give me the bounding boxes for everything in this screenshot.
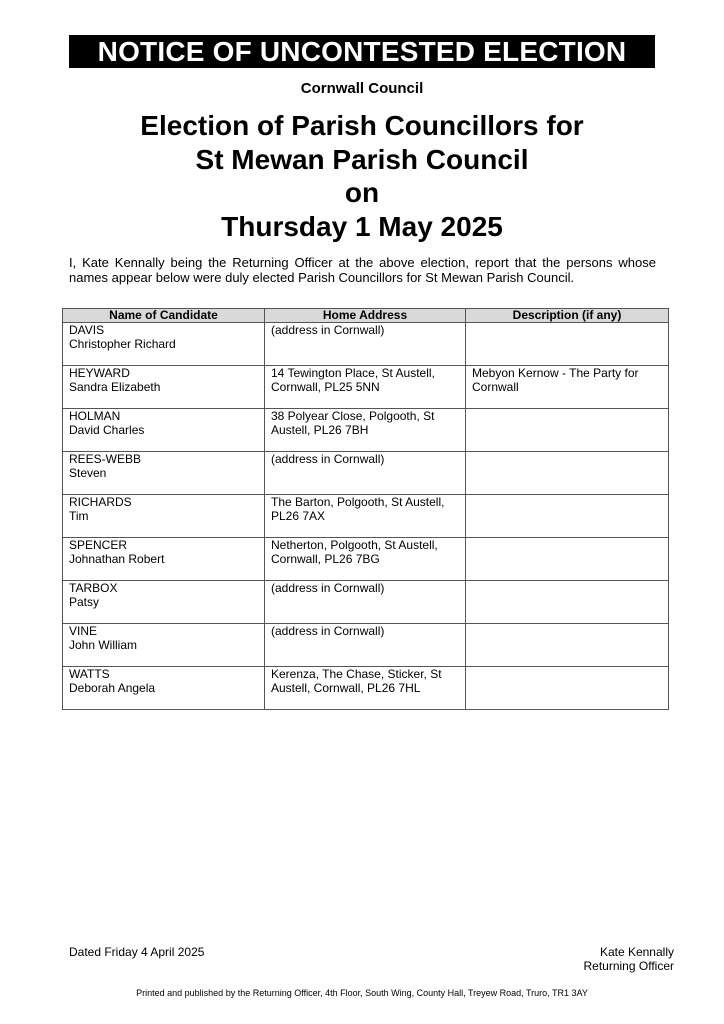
home-address-cell: (address in Cornwall)	[265, 581, 466, 624]
table-row	[63, 409, 669, 452]
candidate-forenames: John William	[69, 638, 138, 652]
candidate-surname: SPENCER	[69, 538, 128, 552]
candidate-name-cell	[63, 667, 265, 710]
description-cell	[466, 667, 669, 710]
home-address-cell: 14 Tewington Place, St Austell, Cornwall, PL25 5NN	[265, 366, 466, 409]
candidate-forenames: Patsy	[69, 595, 100, 609]
description-cell	[466, 323, 669, 366]
home-address-cell: Netherton, Polgooth, St Austell, Cornwall, PL26 7BG	[265, 538, 466, 581]
signer-title: Returning Officer	[583, 959, 674, 973]
candidate-name-cell	[63, 323, 265, 366]
election-title	[0, 109, 724, 243]
candidate-forenames: Christopher Richard	[69, 337, 176, 351]
candidate-name-cell	[63, 538, 265, 581]
home-address-cell: 38 Polyear Close, Polgooth, St Austell, PL26 7BH	[265, 409, 466, 452]
home-address-cell: (address in Cornwall)	[265, 452, 466, 495]
table-header-row	[63, 309, 669, 323]
candidate-forenames: Steven	[69, 466, 107, 480]
candidate-surname: DAVIS	[69, 323, 105, 337]
candidate-forenames: Tim	[69, 509, 89, 523]
home-address-cell: (address in Cornwall)	[265, 323, 466, 366]
council-name: Cornwall Council	[300, 80, 424, 97]
candidate-surname: HEYWARD	[69, 366, 130, 380]
candidate-name-cell	[63, 452, 265, 495]
title-line: Election of Parish Councillors for	[140, 110, 584, 141]
title-line: on	[344, 177, 380, 208]
candidate-surname: RICHARDS	[69, 495, 132, 509]
notice-banner: NOTICE OF UNCONTESTED ELECTION	[69, 35, 655, 68]
description-cell	[466, 495, 669, 538]
candidate-forenames: David Charles	[69, 423, 145, 437]
candidate-surname: VINE	[69, 624, 98, 638]
candidate-surname: HOLMAN	[69, 409, 121, 423]
candidate-name-cell	[63, 409, 265, 452]
table-row	[63, 452, 669, 495]
candidate-name-cell	[63, 624, 265, 667]
candidate-forenames: Johnathan Robert	[69, 552, 165, 566]
table-row	[63, 495, 669, 538]
candidate-forenames: Deborah Angela	[69, 681, 156, 695]
description-cell: Mebyon Kernow - The Party for Cornwall	[466, 366, 669, 409]
description-cell	[466, 538, 669, 581]
description-cell	[466, 409, 669, 452]
description-cell	[466, 624, 669, 667]
header-description: Description (if any)	[466, 309, 669, 323]
candidates-table	[62, 308, 669, 710]
candidate-surname: WATTS	[69, 667, 110, 681]
home-address-cell: Kerenza, The Chase, Sticker, St Austell, Cornwall, PL26 7HL	[265, 667, 466, 710]
table-row	[63, 624, 669, 667]
title-line: St Mewan Parish Council	[195, 143, 529, 175]
header-address: Home Address	[265, 309, 466, 323]
imprint: Printed and published by the Returning Officer, 4th Floor, South Wing, County Hall, Treyew Road, Truro, TR1 3AY	[136, 988, 588, 998]
dated-line: Dated Friday 4 April 2025	[69, 945, 205, 959]
candidate-name-cell	[63, 366, 265, 409]
candidate-surname: TARBOX	[69, 581, 118, 595]
description-cell	[466, 581, 669, 624]
signature-block	[584, 945, 675, 973]
home-address-cell: The Barton, Polgooth, St Austell, PL26 7AX	[265, 495, 466, 538]
table-row	[63, 366, 669, 409]
header-name: Name of Candidate	[63, 309, 265, 323]
intro-paragraph: I, Kate Kennally being the Returning Officer at the above election, report that the persons whose names appear below were duly elected Parish Councillors for St Mewan Parish Council.	[69, 255, 656, 285]
table-row	[63, 538, 669, 581]
home-address-cell: (address in Cornwall)	[265, 624, 466, 667]
candidate-name-cell	[63, 581, 265, 624]
candidate-forenames: Sandra Elizabeth	[69, 380, 161, 394]
table-row	[63, 323, 669, 366]
title-line: Thursday 1 May 2025	[221, 210, 503, 242]
description-cell	[466, 452, 669, 495]
candidate-surname: REES-WEBB	[69, 452, 142, 466]
signer-name: Kate Kennally	[599, 945, 674, 959]
table-row	[63, 667, 669, 710]
candidate-name-cell	[63, 495, 265, 538]
table-row	[63, 581, 669, 624]
